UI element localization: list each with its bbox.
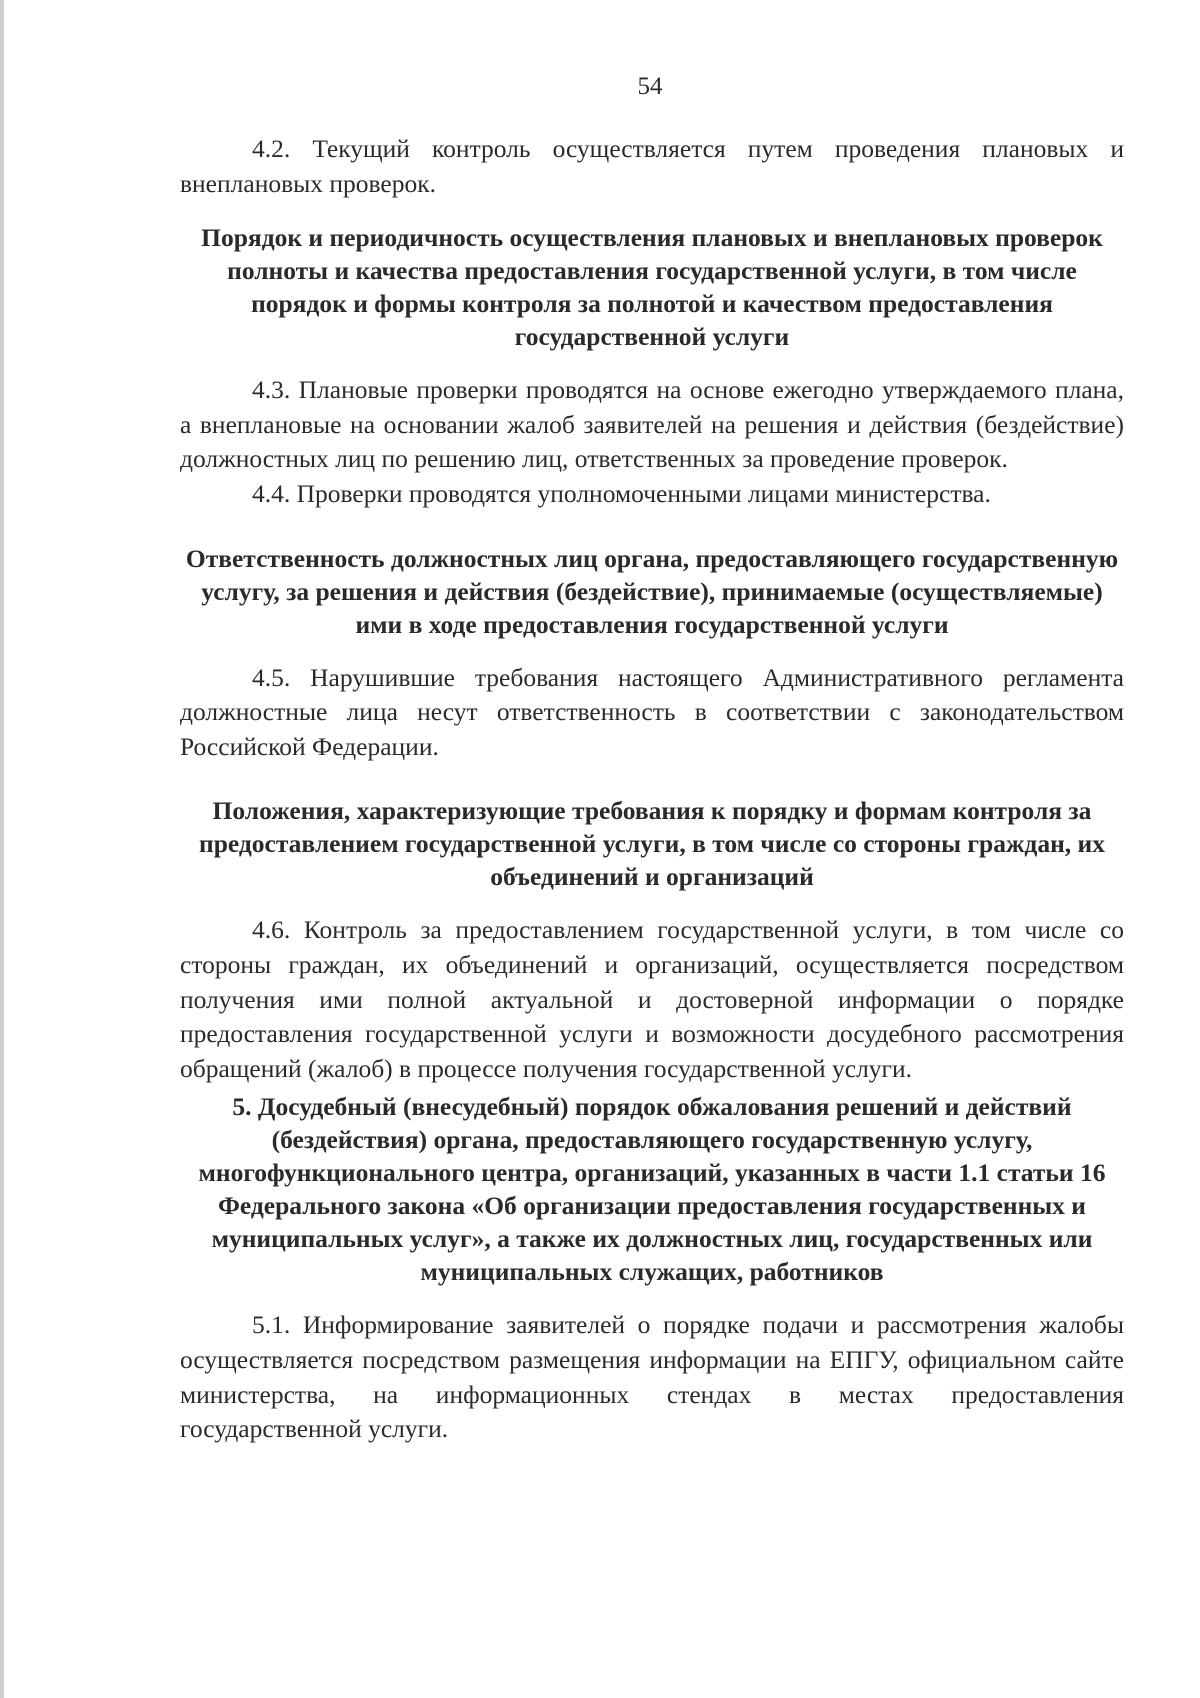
paragraph-4-2: 4.2. Текущий контроль осуществляется путем проведения плановых и внеплановых проверок. (180, 134, 1124, 198)
page-number: 54 (637, 73, 663, 100)
paragraph-4-3: 4.3. Плановые проверки проводятся на основе ежегодно утверждаемого плана, а внеплановые на основании жалоб заявителей на решения и действия (бездействие) должностных лиц по решению лиц, ответственных за проведение проверок. (180, 375, 1124, 474)
paragraph-4-4: 4.4. Проверки проводятся уполномоченными лицами министерства. (252, 478, 991, 508)
heading-officials-responsibility: Ответственность должностных лиц органа, предоставляющего государственную услугу, за решения и действия (бездействие), принимаемые (осуществляемые) ими в ходе предоставления государственной услуги (185, 543, 1119, 639)
paragraph-4-5: 4.5. Нарушившие требования настоящего Административного регламента должностные лица несут ответственность в соответствии с законодательством Российской Федерации. (180, 662, 1124, 761)
heading-section-5-appeal: 5. Досудебный (внесудебный) порядок обжалования решений и действий (бездействия) органа, предоставляющего государственную услугу, многофункционального центра, организаций, указанных в части 1.1 статьи 16 Федерального закона «Об организации предоставления государственных и муниципальных услуг», а также их должностных лиц, государственных или муниципальных служащих, работников (198, 1092, 1106, 1287)
document-body (180, 132, 1124, 1447)
heading-control-requirements: Положения, характеризующие требования к порядку и формам контроля за предоставлением государственной услуги, в том числе со стороны граждан, их объединений и организаций (199, 796, 1105, 892)
paragraph-5-1: 5.1. Информирование заявителей о порядке подачи и рассмотрения жалобы осуществляется посредством размещения информации на ЕПГУ, официальном сайте министерства, на информационных стендах в местах предоставления государственной услуги. (180, 1310, 1124, 1444)
heading-inspections-order: Порядок и периодичность осуществления плановых и внеплановых проверок полноты и качества предоставления государственной услуги, в том числе порядок и формы контроля за полнотой и качеством предоставления государственной услуги (201, 223, 1103, 352)
scan-left-edge (0, 0, 4, 1698)
paragraph-4-6: 4.6. Контроль за предоставлением государственной услуги, в том числе со стороны граждан, их объединений и организаций, осуществляется посредством получения ими полной актуальной и достоверной информации о порядке предоставления государственной услуги и возможности досудебного рассмотрения обращений (жалоб) в процессе получения государственной услуги. (180, 915, 1124, 1083)
